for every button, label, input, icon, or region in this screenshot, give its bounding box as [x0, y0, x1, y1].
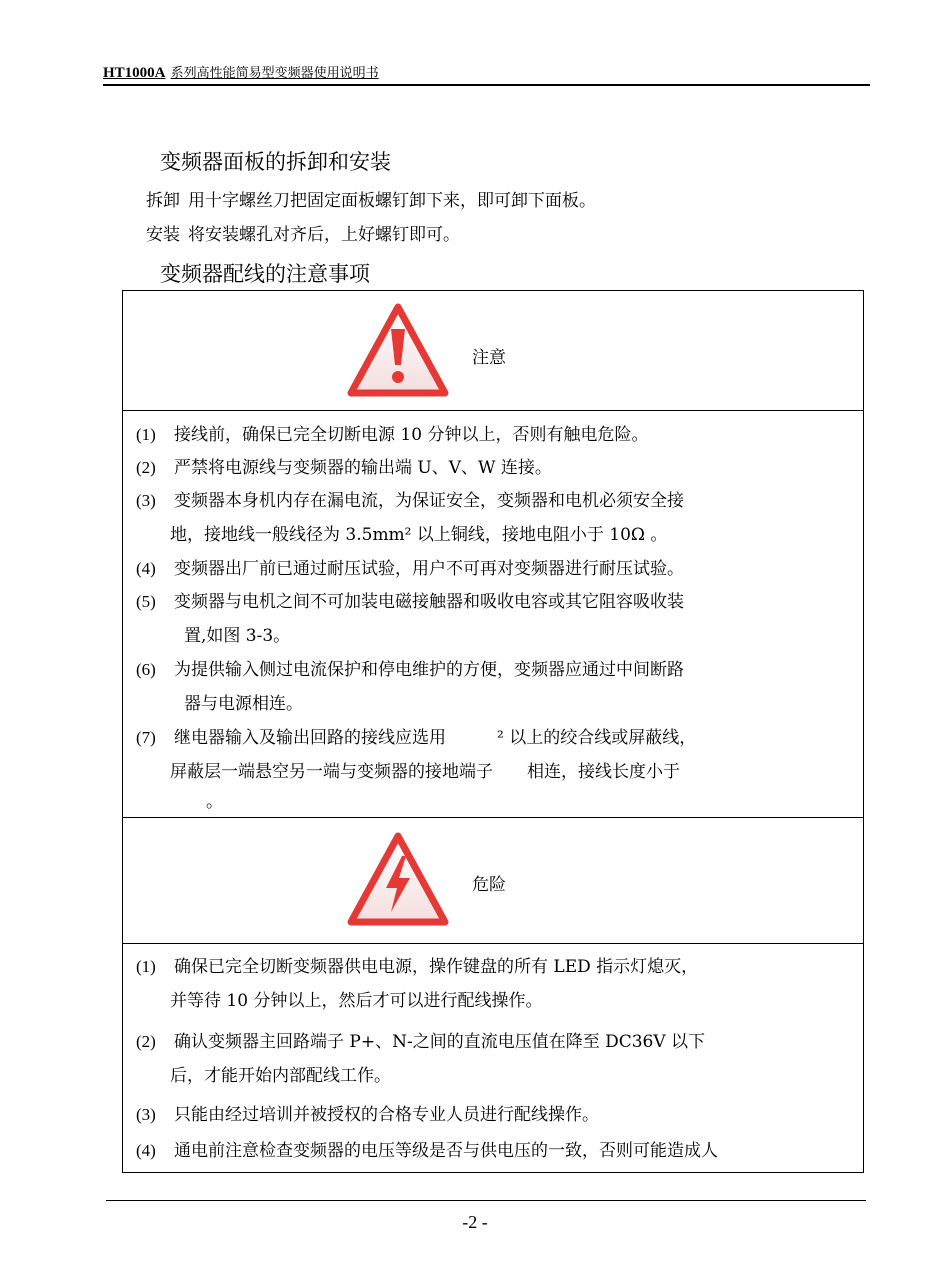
install-label: 安装 — [146, 225, 180, 245]
caution-item-3 — [136, 484, 851, 552]
item-number: (4) — [136, 559, 156, 578]
item-number: (1) — [136, 425, 156, 444]
item-text: 置,如图 3-3。 — [184, 626, 291, 646]
item-text: 后，才能开始内部配线工作。 — [170, 1066, 391, 1086]
item-number: (4) — [136, 1141, 156, 1160]
danger-item-4 — [136, 1134, 851, 1168]
high-voltage-icon — [344, 828, 452, 932]
item-number: (3) — [136, 491, 156, 510]
footer-rule — [106, 1200, 866, 1201]
danger-body — [123, 944, 863, 1172]
item-number: (1) — [136, 957, 156, 976]
item-text: 变频器与电机之间不可加装电磁接触器和吸收电容或其它阻容吸收装 — [174, 592, 684, 612]
section-heading-wiring: 变频器配线的注意事项 — [160, 262, 370, 286]
item-text: 并等待 10 分钟以上，然后才可以进行配线操作。 — [170, 991, 543, 1011]
caution-item-5 — [136, 585, 851, 653]
remove-text: 用十字螺丝刀把固定面板螺钉卸下来，即可卸下面板。 — [188, 191, 596, 211]
page-number: -2 - — [462, 1212, 488, 1232]
danger-item-1 — [136, 950, 851, 1018]
remove-label: 拆卸 — [146, 191, 180, 211]
page-header — [103, 62, 870, 86]
item-number: (6) — [136, 660, 156, 679]
item-text: 变频器本身机内存在漏电流，为保证安全，变频器和电机必须安全接 — [174, 491, 684, 511]
item-number: (3) — [136, 1105, 156, 1124]
caution-header — [123, 291, 863, 411]
danger-label: 危险 — [472, 875, 506, 895]
item-number: (7) — [136, 728, 156, 747]
header-model: HT1000A — [103, 65, 166, 81]
caution-body — [123, 411, 863, 818]
item-text: 严禁将电源线与变频器的输出端 U、V、W 连接。 — [174, 458, 552, 478]
item-text: 。 — [206, 792, 223, 812]
item-text: 确保已完全切断变频器供电电源，操作键盘的所有 LED 指示灯熄灭， — [174, 957, 699, 977]
remove-paragraph — [146, 186, 596, 211]
caution-item-7 — [136, 721, 851, 815]
item-text: 变频器出厂前已通过耐压试验，用户不可再对变频器进行耐压试验。 — [174, 559, 684, 579]
item-number: (2) — [136, 458, 156, 477]
header-title: 系列高性能简易型变频器使用说明书 — [170, 66, 379, 81]
item-text: 屏蔽层一端悬空另一端与变频器的接地端子 相连，接线长度小于 — [170, 762, 680, 782]
install-text: 将安装螺孔对齐后，上好螺钉即可。 — [188, 225, 460, 245]
caution-item-4 — [136, 552, 851, 586]
item-number: (2) — [136, 1032, 156, 1051]
item-text: 通电前注意检查变频器的电压等级是否与供电压的一致，否则可能造成人 — [174, 1141, 718, 1161]
notice-table — [122, 290, 864, 1173]
item-text: 继电器输入及输出回路的接线应选用 ² 以上的绞合线或屏蔽线， — [174, 728, 697, 748]
section-heading-panel: 变频器面板的拆卸和安装 — [160, 150, 391, 174]
item-text: 只能由经过培训并被授权的合格专业人员进行配线操作。 — [174, 1105, 599, 1125]
caution-item-6 — [136, 653, 851, 721]
item-text: 确认变频器主回路端子 P+、N-之间的直流电压值在降至 DC36V 以下 — [174, 1032, 706, 1052]
caution-item-1 — [136, 418, 851, 452]
item-text: 器与电源相连。 — [184, 694, 303, 714]
item-text: 为提供输入侧过电流保护和停电维护的方便，变频器应通过中间断路 — [174, 660, 684, 680]
item-number: (5) — [136, 592, 156, 611]
danger-item-2 — [136, 1025, 851, 1093]
install-paragraph — [146, 220, 460, 245]
item-text: 地，接地线一般线径为 3.5mm² 以上铜线，接地电阻小于 10Ω 。 — [170, 525, 668, 545]
item-text: 接线前，确保已完全切断电源 10 分钟以上，否则有触电危险。 — [174, 425, 649, 445]
caution-label: 注意 — [472, 348, 506, 368]
caution-item-2 — [136, 451, 851, 485]
danger-header — [123, 818, 863, 944]
danger-item-3 — [136, 1098, 851, 1132]
warning-exclamation-icon — [344, 299, 452, 403]
